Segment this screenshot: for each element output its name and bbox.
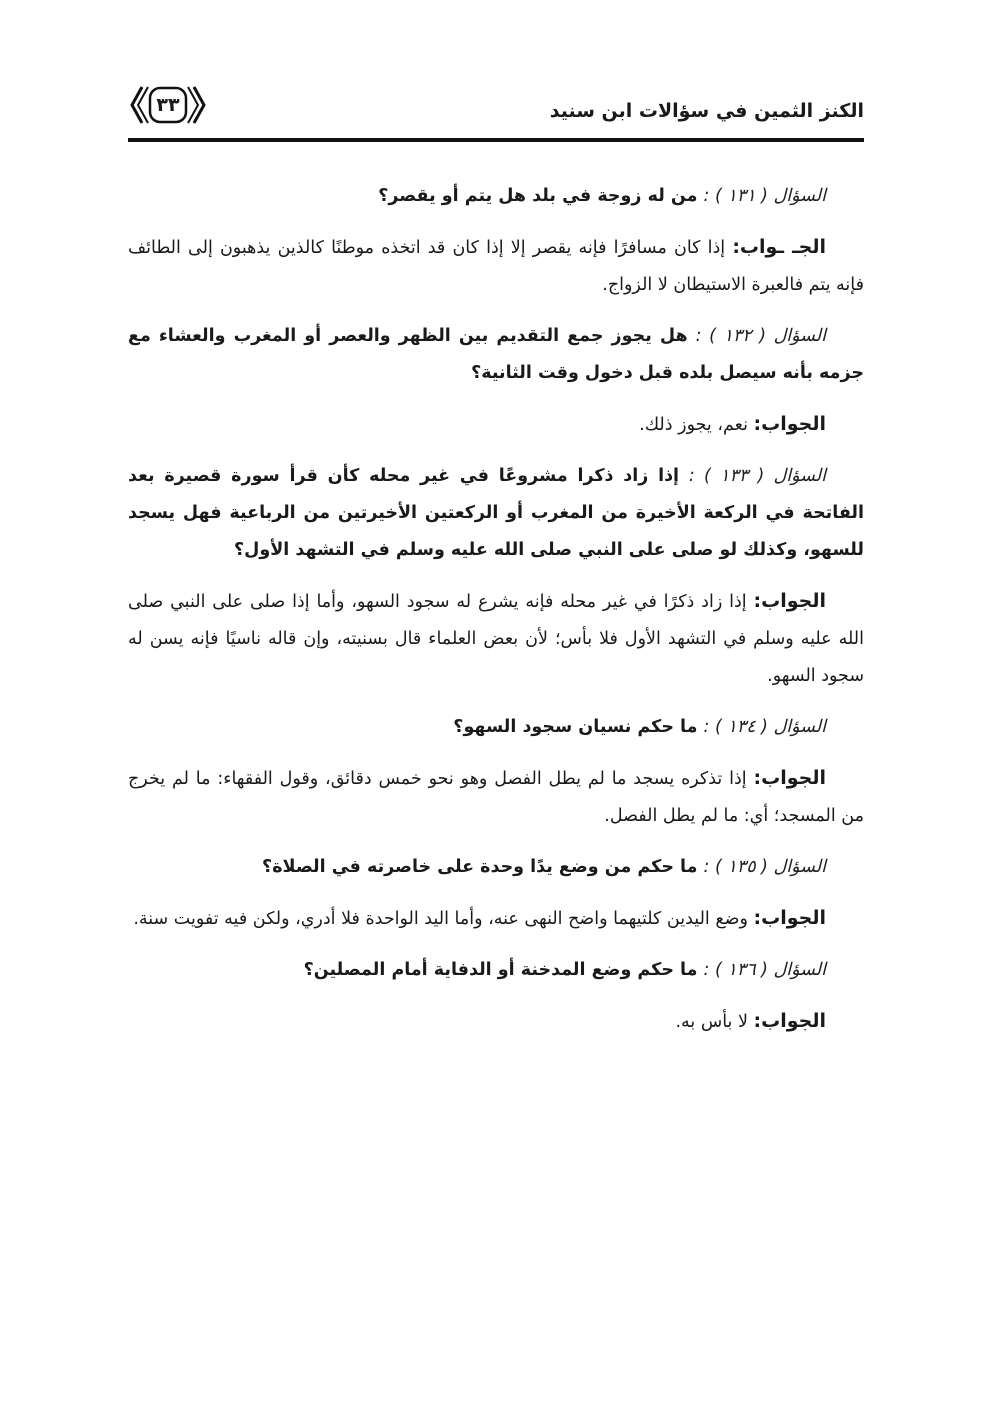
page-number: ٣٣ bbox=[156, 94, 180, 116]
answer-text: لا بأس به. bbox=[675, 1012, 748, 1032]
answer bbox=[128, 900, 864, 938]
answer-text: إذا كان مسافرًا فإنه يقصر إلا إذا كان قد اتخذه موطنًا كالذين يذهبون إلى الطائف فإنه يتم فالعبرة الاستيطان لا الزواج. bbox=[128, 238, 864, 295]
question bbox=[128, 709, 864, 746]
answer-label: الجواب: bbox=[753, 413, 826, 435]
question-text: من له زوجة في بلد هل يتم أو يقصر؟ bbox=[378, 186, 698, 206]
question-label: السؤال ( ١٣٤ ) : bbox=[703, 717, 826, 737]
qa-item bbox=[128, 458, 864, 569]
qa-item bbox=[128, 900, 864, 938]
answer-label: الجواب: bbox=[753, 767, 826, 789]
answer-label: الجـ ـواب: bbox=[732, 236, 826, 258]
question bbox=[128, 318, 864, 392]
answer-label: الجواب: bbox=[753, 907, 826, 929]
answer bbox=[128, 406, 864, 444]
answer bbox=[128, 229, 864, 304]
question-label: السؤال ( ١٣٣ ) : bbox=[688, 466, 826, 486]
answer-text: وضع اليدين كلتيهما واضح النهى عنه، وأما اليد الواحدة فلا أدري، ولكن فيه تفويت سنة. bbox=[133, 909, 748, 929]
question bbox=[128, 849, 864, 886]
answer-text: إذا تذكره يسجد ما لم يطل الفصل وهو نحو خمس دقائق، وقول الفقهاء: ما لم يخرج من المسجد؛ أي: ما لم يطل الفصل. bbox=[128, 769, 864, 826]
answer-label: الجواب: bbox=[753, 590, 826, 612]
page-header bbox=[128, 78, 864, 142]
answer bbox=[128, 1003, 864, 1041]
qa-item bbox=[128, 229, 864, 304]
page-number-frame bbox=[128, 84, 208, 126]
qa-item bbox=[128, 952, 864, 989]
question-label: السؤال ( ١٣١ ) : bbox=[703, 186, 826, 206]
answer bbox=[128, 583, 864, 695]
qa-item bbox=[128, 318, 864, 392]
qa-item bbox=[128, 849, 864, 886]
qa-item bbox=[128, 709, 864, 746]
qa-item bbox=[128, 178, 864, 215]
answer bbox=[128, 760, 864, 835]
answer-label: الجواب: bbox=[753, 1010, 826, 1032]
question-label: السؤال ( ١٣٦ ) : bbox=[703, 960, 826, 980]
qa-content bbox=[128, 178, 864, 1055]
question-text: إذا زاد ذكرا مشروعًا في غير محله كأن قرأ سورة قصيرة بعد الفاتحة في الركعة الأخيرة من المغرب أو الركعتين الأخيرتين من الرباعية فهل يسجد للسهو، وكذلك لو صلى على النبي صلى الله عليه وسلم في التشهد الأول؟ bbox=[128, 466, 864, 560]
question-label: السؤال ( ١٣٥ ) : bbox=[703, 857, 826, 877]
question-text: هل يجوز جمع التقديم بين الظهر والعصر أو المغرب والعشاء مع جزمه بأنه سيصل بلده قبل دخول وقت الثانية؟ bbox=[128, 326, 864, 383]
book-title: الكنز الثمين في سؤالات ابن سنيد bbox=[549, 100, 864, 122]
question-text: ما حكم وضع المدخنة أو الدفاية أمام المصلين؟ bbox=[303, 960, 698, 980]
question bbox=[128, 458, 864, 569]
answer-text: نعم، يجوز ذلك. bbox=[639, 415, 748, 435]
question bbox=[128, 952, 864, 989]
qa-item bbox=[128, 1003, 864, 1041]
answer-text: إذا زاد ذكرًا في غير محله فإنه يشرع له سجود السهو، وأما إذا صلى على النبي صلى الله عليه وسلم في التشهد الأول فلا بأس؛ لأن بعض العلماء قال بسنيته، وإن قاله ناسيًا فإنه يسن له سجود السهو. bbox=[128, 592, 864, 686]
question bbox=[128, 178, 864, 215]
qa-item bbox=[128, 760, 864, 835]
question-text: ما حكم نسيان سجود السهو؟ bbox=[453, 717, 698, 737]
question-label: السؤال ( ١٣٢ ) : bbox=[695, 326, 826, 346]
qa-item bbox=[128, 583, 864, 695]
question-text: ما حكم من وضع يدًا وحدة على خاصرته في الصلاة؟ bbox=[262, 857, 698, 877]
qa-item bbox=[128, 406, 864, 444]
